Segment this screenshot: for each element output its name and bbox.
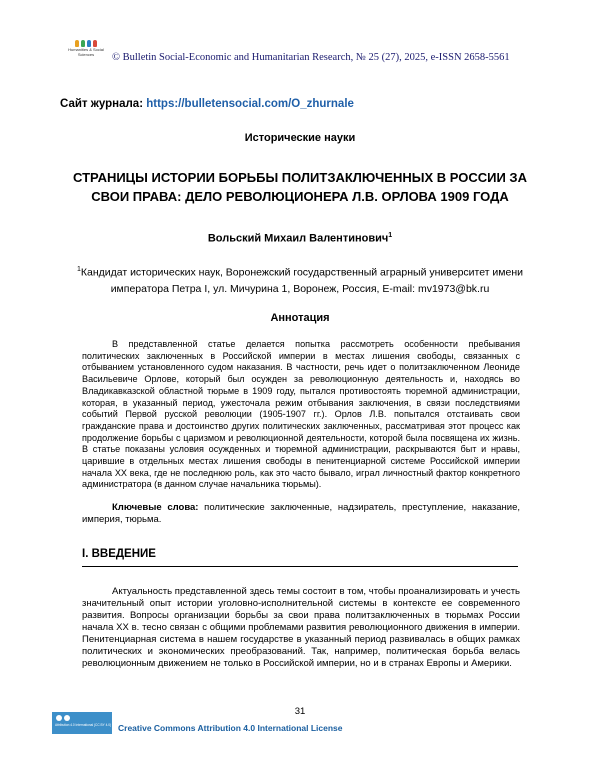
cc-badge-text: Attribution 4.0 International (CC BY 4.0) bbox=[55, 723, 112, 727]
keywords-label: Ключевые слова: bbox=[112, 502, 199, 513]
intro-paragraph: Актуальность представленной здесь темы состоит в том, чтобы проанализировать и учесть значительный опыт истории уголовно-исполнительной системы в контексте ее современного развития. Вопросы организации борьбы за свои права политзаключенных в тюрьмах России начала XX в. тесно связан с общими проблемами развития революционного движения в империи. Пенитенциарная система в нашем государстве в указанный период развивалась в общих рамках политических и экономических преобразований. Так, например, политическая борьба велась революционным движением не только в Российской империи, но и в странах Европы и Америки. bbox=[82, 586, 520, 669]
journal-site-label: Сайт журнала: bbox=[60, 98, 147, 110]
cc-icon bbox=[52, 712, 112, 721]
author-sup: 1 bbox=[388, 232, 393, 239]
logo-text: Humanities & Social Sciences bbox=[68, 47, 104, 57]
affiliation-sup: 1 bbox=[76, 266, 81, 273]
affiliation bbox=[60, 262, 540, 297]
license-text[interactable]: Creative Commons Attribution 4.0 International License bbox=[118, 723, 343, 733]
abstract-text: В представленной статье делается попытка рассмотреть особенности пребывания политических заключенных в Российской империи в местах лишения свободы, связанных с отбыванием установленного судом наказания. В частности, речь идет о политзаключенном Леониде Васильевиче Орлове, который был осужден за революционную деятельность и, находясь во Владикавказской областной тюрьме в 1909 году, пытался противостоять тюремной администрации, которая, в указанный период, ужесточала режим отбывания заключения, в связи последствиями событий Первой русской революции (1905-1907 гг.). Орлов Л.В. попытался отстаивать свои гражданские права и достоинство других политических заключенных, рассматривая этот процесс как продолжение борьбы с царизмом и революционной деятельности, которой была посвящена их жизнь. В статье показаны условия осужденных и тюремной администрации, раскрываются быт и нравы, царившие в отдельных местах лишения свободы в пенитенциарной системе Российской империи начала XX века, где не последнюю роль, как это часто бывало, играл личностный фактор конкретного администратора (в данном случае начальника тюрьмы). bbox=[82, 339, 520, 490]
author-line bbox=[0, 232, 600, 245]
keywords-text: политические заключенные, надзиратель, преступление, наказание, империя, тюрьма. bbox=[82, 502, 521, 525]
affiliation-text: Кандидат исторических наук, Воронежский государственный аграрный университет имени императора Петра I, ул. Мичурина 1, Воронеж, Россия, E-mail: mv1973@bk.ru bbox=[80, 266, 524, 295]
journal-site-line bbox=[60, 98, 354, 110]
page-number: 31 bbox=[294, 706, 306, 717]
section-heading: Исторические науки bbox=[244, 132, 356, 144]
cc-license-badge[interactable] bbox=[52, 712, 112, 734]
header-citation: © Bulletin Social-Economic and Humanitarian Research, № 25 (27), 2025, e-ISSN 2658-5561 bbox=[112, 52, 510, 63]
intro-heading: I. ВВЕДЕНИЕ bbox=[82, 548, 156, 560]
annotation-heading: Аннотация bbox=[270, 312, 330, 324]
journal-logo bbox=[66, 40, 106, 64]
logo-people-icon bbox=[66, 40, 106, 47]
article-title: СТРАНИЦЫ ИСТОРИИ БОРЬБЫ ПОЛИТЗАКЛЮЧЕННЫХ В РОССИИ ЗА СВОИ ПРАВА: ДЕЛО РЕВОЛЮЦИОНЕРА Л.В. ОРЛОВА 1909 ГОДА bbox=[73, 170, 527, 204]
heading-divider bbox=[82, 566, 518, 567]
author-name: Вольский Михаил Валентинович bbox=[207, 232, 389, 245]
journal-site-link[interactable]: https://bulletensocial.com/O_zhurnale bbox=[146, 98, 354, 110]
keywords bbox=[82, 502, 520, 526]
